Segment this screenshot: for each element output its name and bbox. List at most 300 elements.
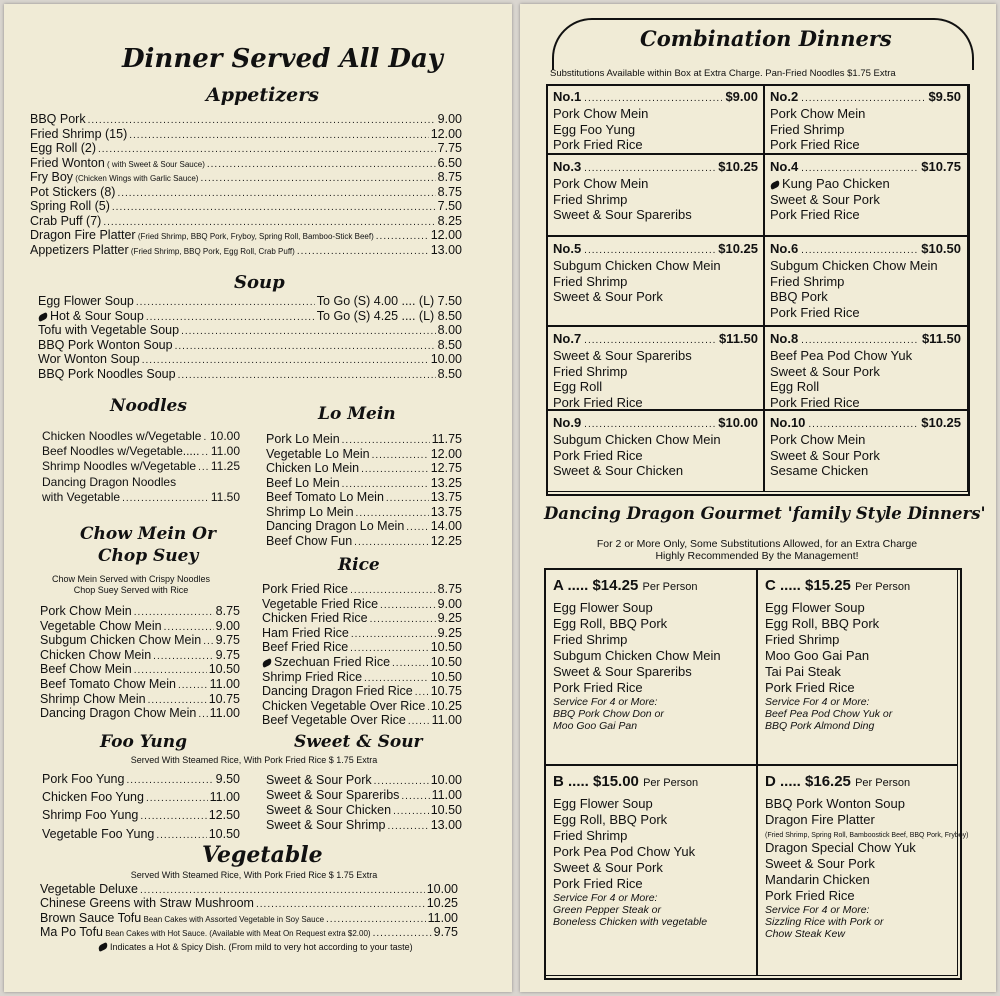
family-item: Fried Shrimp bbox=[553, 828, 628, 843]
menu-item bbox=[40, 692, 240, 708]
leader-dots bbox=[584, 91, 722, 106]
family-item: Pork Fried Rice bbox=[765, 888, 855, 903]
item-price: 8.75 bbox=[437, 170, 462, 184]
family-item: Sweet & Sour Pork bbox=[553, 860, 663, 875]
combo-item: Pork Fried Rice bbox=[553, 394, 643, 410]
family-per-person: Per Person bbox=[855, 777, 911, 789]
combo-header bbox=[553, 331, 758, 348]
family-header: A ..... $14.25 Per Person bbox=[553, 577, 698, 594]
hot-legend-text: Indicates a Hot & Spicy Dish. (From mild to very hot according to your taste) bbox=[110, 942, 413, 952]
menu-item bbox=[266, 788, 462, 804]
combo-item: Sesame Chicken bbox=[770, 463, 869, 478]
leader-dots bbox=[801, 243, 918, 258]
family-item-detail bbox=[765, 828, 969, 840]
combo-item: Sweet & Sour Spareribs bbox=[553, 348, 692, 363]
item-price: 9.00 bbox=[215, 618, 240, 633]
menu-item bbox=[42, 490, 240, 506]
family-service-note: Beef Pea Pod Chow Yuk or bbox=[765, 708, 893, 720]
item-price: 10.50 bbox=[430, 669, 462, 684]
item-name: Dancing Dragon Lo Mein bbox=[266, 519, 405, 533]
item-price: 10.50 bbox=[208, 662, 240, 677]
menu-item bbox=[30, 243, 462, 259]
combo-item: Pork Fried Rice bbox=[553, 137, 643, 152]
item-price: 8.25 bbox=[437, 213, 462, 228]
item-price: 12.50 bbox=[208, 808, 240, 823]
item-price: 9.00 bbox=[437, 596, 462, 611]
item-name: Sweet & Sour Chicken bbox=[266, 803, 392, 817]
family-per-person: Per Person bbox=[642, 581, 698, 593]
family-service-note: Sizzling Rice with Pork or bbox=[765, 916, 884, 928]
rice-heading: Rice bbox=[338, 555, 380, 575]
menu-item bbox=[42, 429, 240, 445]
item-price: 10.00 bbox=[430, 352, 462, 367]
menu-item bbox=[40, 604, 240, 620]
item-name: Subgum Chicken Chow Mein bbox=[40, 633, 202, 648]
item-price: 11.00 bbox=[209, 790, 240, 805]
family-dinner-cell bbox=[544, 568, 758, 766]
combo-item: Sweet & Sour Pork bbox=[770, 191, 880, 207]
leader-dots bbox=[373, 927, 432, 941]
item-name: Fried Wonton ( with Sweet & Sour Sauce) bbox=[30, 155, 205, 170]
item-name: Chicken Lo Mein bbox=[266, 461, 360, 475]
item-price: 12.75 bbox=[430, 461, 462, 475]
item-name: Crab Puff (7) bbox=[30, 213, 102, 228]
family-service-note: Green Pepper Steak or bbox=[553, 904, 661, 916]
menu-item bbox=[42, 808, 240, 824]
leader-dots bbox=[801, 91, 925, 106]
item-name: Pot Stickers (8) bbox=[30, 184, 116, 199]
combo-header bbox=[770, 331, 961, 348]
family-service-note: Chow Steak Kew bbox=[765, 928, 845, 940]
family-item: Egg Flower Soup bbox=[553, 600, 653, 615]
family-item: Egg Flower Soup bbox=[765, 600, 865, 615]
sweet-sour-heading: Sweet & Sour bbox=[294, 732, 423, 752]
menu-item bbox=[40, 662, 240, 678]
menu-item bbox=[266, 818, 462, 834]
menu-item bbox=[262, 582, 462, 598]
family-service-note: Service For 4 or More: bbox=[553, 892, 658, 904]
combo-price: $10.25 bbox=[718, 241, 758, 256]
combo-item: Pork Fried Rice bbox=[553, 447, 643, 463]
combo-price: $9.00 bbox=[725, 89, 758, 104]
item-price: 12.25 bbox=[430, 533, 462, 548]
item-name: Chicken Chow Mein bbox=[40, 647, 152, 662]
item-price: 10.75 bbox=[208, 691, 240, 706]
family-service-note: Moo Goo Gai Pan bbox=[553, 720, 638, 732]
item-note: (Fried Shrimp, BBQ Pork, Fryboy, Spring Roll, Bamboo-Stick Beef) bbox=[135, 232, 374, 241]
combo-item: Fried Shrimp bbox=[553, 363, 628, 379]
combo-price: $10.50 bbox=[921, 241, 961, 256]
family-note-1: For 2 or More Only, Some Substitutions Allowed, for an Extra Charge bbox=[596, 538, 918, 550]
combo-item: Sweet & Sour Spareribs bbox=[553, 207, 692, 222]
family-header: C ..... $15.25 Per Person bbox=[765, 577, 911, 594]
item-price: 12.00 bbox=[430, 228, 462, 242]
item-price: 9.75 bbox=[215, 633, 240, 648]
item-name: Vegetable Chow Mein bbox=[40, 618, 162, 633]
family-item: Sweet & Sour Pork bbox=[765, 856, 875, 871]
foo-sweet-note: Served With Steamed Rice, With Pork Fried Rice $ 1.75 Extra bbox=[130, 755, 378, 765]
combo-number: No.9 bbox=[553, 415, 582, 430]
combo-price: $11.50 bbox=[718, 331, 758, 346]
menu-item bbox=[38, 323, 462, 339]
item-price: 10.50 bbox=[208, 826, 240, 841]
item-price: 8.75 bbox=[215, 604, 240, 618]
combo-item: Fried Shrimp bbox=[553, 273, 628, 289]
chow-mein-heading-line2: Chop Suey bbox=[98, 546, 199, 566]
item-note: ( with Sweet & Sour Sauce) bbox=[104, 159, 205, 169]
combo-item: Pork Fried Rice bbox=[770, 207, 860, 222]
family-item: Subgum Chicken Chow Mein bbox=[553, 648, 721, 663]
soup-heading: Soup bbox=[234, 272, 285, 293]
combo-header bbox=[553, 159, 758, 176]
item-name: Pork Chow Mein bbox=[40, 604, 132, 618]
leader-dots bbox=[584, 333, 716, 348]
item-name: Dancing Dragon Fried Rice bbox=[262, 684, 413, 699]
leader-dots bbox=[201, 446, 208, 460]
menu-item bbox=[266, 803, 462, 819]
item-name: Beef Chow Fun bbox=[266, 533, 353, 548]
leader-dots bbox=[146, 792, 208, 806]
menu-item bbox=[42, 444, 240, 460]
combo-header bbox=[553, 89, 758, 106]
leader-dots bbox=[126, 774, 213, 788]
combo-item: Sweet & Sour Pork bbox=[770, 363, 880, 379]
combo-header bbox=[770, 241, 961, 258]
item-price: 9.75 bbox=[215, 647, 240, 662]
item-name: Shrimp Fried Rice bbox=[262, 669, 363, 684]
item-name: BBQ Pork Wonton Soup bbox=[38, 337, 173, 352]
item-name: Beef Tomato Chow Mein bbox=[40, 677, 176, 691]
item-name: Chicken Noodles w/Vegetable bbox=[42, 429, 202, 443]
family-item: BBQ Pork Wonton Soup bbox=[765, 796, 905, 811]
combo-item: Fried Shrimp bbox=[770, 121, 845, 137]
combo-number: No.8 bbox=[770, 331, 799, 346]
combo-price: $10.75 bbox=[921, 159, 961, 174]
combo-item: Fried Shrimp bbox=[770, 273, 845, 289]
item-name: Vegetable Foo Yung bbox=[42, 826, 155, 841]
vegetable-heading: Vegetable bbox=[202, 842, 323, 868]
menu-item bbox=[266, 773, 462, 789]
chili-pepper-icon bbox=[769, 180, 781, 190]
item-price: 11.25 bbox=[210, 459, 240, 474]
leader-dots bbox=[297, 245, 429, 259]
menu-item bbox=[42, 475, 240, 489]
menu-item bbox=[262, 597, 462, 613]
combo-item: Pork Chow Mein bbox=[770, 432, 866, 447]
item-name: Chicken Fried Rice bbox=[262, 611, 368, 626]
family-per-person: Per Person bbox=[855, 581, 911, 593]
item-price: 9.25 bbox=[437, 625, 462, 640]
chili-pepper-icon bbox=[97, 942, 109, 952]
menu-item bbox=[42, 459, 240, 475]
leader-dots bbox=[584, 417, 715, 432]
family-item: Fried Shrimp bbox=[765, 632, 840, 647]
combo-price: $10.25 bbox=[921, 415, 961, 430]
family-service-note: Service For 4 or More: bbox=[765, 696, 870, 708]
item-price: 10.00 bbox=[426, 882, 458, 896]
menu-item bbox=[262, 626, 462, 642]
family-item: Pork Pea Pod Chow Yuk bbox=[553, 844, 696, 859]
combo-item: Sweet & Sour Pork bbox=[553, 289, 663, 304]
item-price: 10.50 bbox=[430, 655, 462, 669]
item-name: with Vegetable bbox=[42, 489, 121, 504]
combo-price: $10.25 bbox=[718, 159, 758, 174]
item-price: 12.00 bbox=[430, 446, 462, 461]
menu-item bbox=[40, 619, 240, 635]
combo-item: Pork Fried Rice bbox=[770, 304, 860, 320]
menu-item bbox=[38, 309, 462, 325]
family-item: Egg Roll, BBQ Pork bbox=[765, 616, 880, 631]
leader-dots bbox=[198, 708, 207, 722]
item-price: 12.00 bbox=[430, 126, 462, 141]
combo-number: No.3 bbox=[553, 159, 582, 174]
item-price: 11.50 bbox=[210, 489, 240, 504]
family-service-note: Service For 4 or More: bbox=[553, 696, 658, 708]
combo-cell bbox=[763, 236, 968, 326]
chow-mein-note-1: Chow Mein Served with Crispy Noodles bbox=[51, 574, 211, 584]
menu-item bbox=[38, 338, 462, 354]
item-price: 10.50 bbox=[430, 803, 462, 817]
family-header: D ..... $16.25 Per Person bbox=[765, 773, 911, 790]
item-price: 11.00 bbox=[427, 910, 458, 925]
vegetable-note: Served With Steamed Rice, With Pork Fried Rice $ 1.75 Extra bbox=[130, 870, 378, 880]
combo-header bbox=[553, 241, 758, 258]
item-name: Brown Sauce Tofu Bean Cakes with Assorted Vegetable in Soy Sauce bbox=[40, 910, 325, 925]
item-price: 10.00 bbox=[209, 429, 240, 443]
menu-page-left bbox=[4, 4, 512, 992]
item-name: BBQ Pork bbox=[30, 112, 86, 126]
item-price: 9.00 bbox=[437, 112, 462, 126]
item-price: 6.50 bbox=[437, 155, 462, 170]
item-name: Beef Lo Mein bbox=[266, 475, 340, 490]
item-price: 11.00 bbox=[209, 706, 240, 721]
item-price: To Go (S) 4.00 .... (L) 7.50 bbox=[316, 294, 462, 308]
item-name: Chicken Foo Yung bbox=[42, 790, 144, 805]
item-name: Beef Fried Rice bbox=[262, 640, 349, 655]
item-price: 14.00 bbox=[430, 519, 462, 533]
item-name: Pork Fried Rice bbox=[262, 582, 349, 596]
combo-price: $10.00 bbox=[718, 415, 758, 430]
family-item: Egg Roll, BBQ Pork bbox=[553, 812, 668, 827]
combo-item: Subgum Chicken Chow Mein bbox=[770, 258, 938, 273]
leader-dots bbox=[388, 820, 429, 834]
item-name: Dancing Dragon Chow Mein bbox=[40, 706, 197, 721]
menu-item bbox=[38, 352, 462, 368]
combo-number: No.5 bbox=[553, 241, 582, 256]
chili-pepper-icon bbox=[261, 658, 273, 668]
item-price: To Go (S) 4.25 .... (L) 8.50 bbox=[316, 308, 462, 323]
family-item: Pork Fried Rice bbox=[765, 680, 855, 695]
item-name: Shrimp Lo Mein bbox=[266, 504, 354, 519]
combo-title: Combination Dinners bbox=[640, 26, 892, 51]
combo-number: No.1 bbox=[553, 89, 582, 104]
item-price: 10.25 bbox=[430, 698, 462, 713]
menu-item bbox=[38, 367, 462, 383]
leader-dots bbox=[801, 333, 919, 348]
item-name: Vegetable Fried Rice bbox=[262, 596, 379, 611]
item-price: 8.75 bbox=[437, 582, 462, 596]
combo-cell bbox=[763, 154, 968, 236]
combo-item: BBQ Pork bbox=[770, 289, 828, 304]
family-item: Moo Goo Gai Pan bbox=[765, 648, 870, 663]
chow-mein-note-2: Chop Suey Served with Rice bbox=[73, 585, 189, 595]
combo-item: Pork Fried Rice bbox=[770, 394, 860, 410]
item-price: 9.25 bbox=[437, 611, 462, 626]
combo-price: $9.50 bbox=[928, 89, 961, 104]
family-item: Tai Pai Steak bbox=[765, 664, 841, 679]
leader-dots bbox=[203, 431, 208, 445]
item-name: Ma Po Tofu Bean Cakes with Hot Sauce. (Available with Meat On Request extra $2.00) bbox=[40, 925, 371, 940]
combo-number: No.4 bbox=[770, 159, 799, 174]
menu-item bbox=[38, 294, 462, 310]
item-name: Sweet & Sour Shrimp bbox=[266, 818, 386, 832]
item-name: Beef Tomato Lo Mein bbox=[266, 490, 384, 504]
item-price: 11.00 bbox=[431, 788, 462, 802]
menu-item bbox=[262, 640, 462, 656]
item-price: 7.50 bbox=[437, 199, 462, 213]
item-name: Wor Wonton Soup bbox=[38, 352, 140, 367]
chow-mein-heading-line1: Chow Mein Or bbox=[80, 524, 216, 544]
combo-number: No.6 bbox=[770, 241, 799, 256]
family-item: Pork Fried Rice bbox=[553, 876, 643, 891]
item-note: (Fried Shrimp, BBQ Pork, Egg Roll, Crab Puff) bbox=[128, 246, 295, 256]
item-price: 11.00 bbox=[210, 444, 240, 459]
combo-cell bbox=[546, 326, 765, 410]
family-title: Dancing Dragon Gourmet 'family Style Dinners' bbox=[544, 504, 986, 523]
item-name: Beef Noodles w/Vegetable..... bbox=[42, 444, 200, 459]
item-price: 10.00 bbox=[430, 773, 462, 787]
combo-header bbox=[770, 89, 961, 106]
appetizers-heading: Appetizers bbox=[206, 84, 319, 106]
leader-dots bbox=[122, 492, 209, 506]
leader-dots bbox=[374, 775, 429, 789]
leader-dots bbox=[801, 161, 918, 176]
combo-item: Pork Chow Mein bbox=[553, 106, 649, 121]
family-item: Dragon Fire Platter bbox=[765, 812, 875, 827]
menu-item bbox=[262, 670, 462, 686]
combo-item: Pork Chow Mein bbox=[770, 106, 866, 121]
combo-item: Sweet & Sour Chicken bbox=[553, 463, 684, 478]
item-name: Ham Fried Rice bbox=[262, 625, 349, 640]
menu-item bbox=[42, 790, 240, 806]
leader-dots bbox=[156, 829, 206, 843]
item-price: 7.75 bbox=[437, 141, 462, 155]
item-name: Egg Roll (2) bbox=[30, 141, 96, 155]
menu-item bbox=[40, 648, 240, 664]
family-item: Egg Flower Soup bbox=[553, 796, 653, 811]
family-dinner-cell bbox=[544, 764, 758, 976]
item-name: Szechuan Fried Rice bbox=[274, 655, 391, 669]
menu-item bbox=[262, 713, 462, 729]
family-item: Sweet & Sour Spareribs bbox=[553, 664, 692, 679]
combo-cell bbox=[763, 84, 968, 154]
item-name: Vegetable Deluxe bbox=[40, 882, 138, 896]
menu-item bbox=[40, 633, 240, 649]
family-header: B ..... $15.00 Per Person bbox=[553, 773, 699, 790]
page-title: Dinner Served All Day bbox=[122, 44, 443, 74]
item-name: Shrimp Chow Mein bbox=[40, 691, 146, 706]
menu-item bbox=[262, 655, 462, 671]
item-name: BBQ Pork Noodles Soup bbox=[38, 367, 176, 381]
combo-item: Subgum Chicken Chow Mein bbox=[553, 432, 721, 447]
family-per-person: Per Person bbox=[643, 777, 699, 789]
combo-cell bbox=[546, 410, 765, 492]
item-name: Shrimp Foo Yung bbox=[42, 808, 139, 823]
item-price: 13.00 bbox=[430, 818, 462, 832]
item-price: 10.50 bbox=[430, 640, 462, 655]
combo-cell bbox=[546, 154, 765, 236]
combo-header bbox=[770, 415, 961, 432]
menu-item bbox=[266, 534, 462, 550]
item-price: 10.25 bbox=[426, 896, 458, 911]
leader-dots bbox=[408, 715, 430, 729]
item-price: 8.50 bbox=[437, 337, 462, 352]
item-name: Pork Foo Yung bbox=[42, 772, 125, 786]
leader-dots bbox=[140, 810, 206, 824]
item-price: 9.50 bbox=[215, 772, 240, 786]
leader-dots bbox=[354, 536, 429, 550]
item-name: Chicken Vegetable Over Rice bbox=[262, 698, 426, 713]
family-item: Fried Shrimp bbox=[553, 632, 628, 647]
item-name: Tofu with Vegetable Soup bbox=[38, 323, 180, 338]
menu-item bbox=[40, 925, 458, 941]
menu-item bbox=[42, 772, 240, 788]
menu-item bbox=[40, 706, 240, 722]
combo-item: Beef Pea Pod Chow Yuk bbox=[770, 348, 913, 363]
noodles-heading: Noodles bbox=[110, 396, 187, 416]
combo-item: Sweet & Sour Pork bbox=[770, 447, 880, 463]
menu-item bbox=[40, 677, 240, 693]
combo-cell bbox=[763, 326, 968, 410]
item-name: Hot & Sour Soup bbox=[50, 308, 144, 323]
item-name: Beef Chow Mein bbox=[40, 662, 132, 677]
family-service-note: BBQ Pork Almond Ding bbox=[765, 720, 875, 732]
menu-page-right bbox=[520, 4, 996, 992]
item-name: Fried Shrimp (15) bbox=[30, 126, 128, 141]
item-name: Egg Flower Soup bbox=[38, 294, 134, 308]
family-dinner-cell bbox=[756, 568, 958, 766]
combo-item: Egg Foo Yung bbox=[553, 121, 636, 137]
item-note: Bean Cakes with Hot Sauce. (Available with Meat On Request extra $2.00) bbox=[103, 929, 371, 939]
item-name: Pork Lo Mein bbox=[266, 432, 340, 446]
leader-dots bbox=[393, 805, 429, 819]
item-price: 13.75 bbox=[430, 504, 462, 519]
family-item: Dragon Special Chow Yuk bbox=[765, 840, 916, 855]
combo-cell bbox=[546, 84, 765, 154]
item-name: Shrimp Noodles w/Vegetable bbox=[42, 459, 197, 474]
family-dinner-cell bbox=[756, 764, 969, 976]
item-name: Fry Boy (Chicken Wings with Garlic Sauce) bbox=[30, 170, 199, 184]
family-item: Mandarin Chicken bbox=[765, 872, 870, 887]
item-price: 11.75 bbox=[431, 432, 462, 446]
hot-legend bbox=[98, 942, 413, 952]
combo-number: No.7 bbox=[553, 331, 582, 346]
family-service-note: BBQ Pork Chow Don or bbox=[553, 708, 664, 720]
leader-dots bbox=[178, 369, 436, 383]
item-name: Dragon Fire Platter (Fried Shrimp, BBQ Pork, Fryboy, Spring Roll, Bamboo-Stick Beef) bbox=[30, 228, 374, 242]
leader-dots bbox=[584, 243, 715, 258]
item-price: 8.00 bbox=[437, 323, 462, 338]
item-price: 9.75 bbox=[433, 925, 458, 940]
item-price: 13.00 bbox=[430, 242, 462, 257]
combo-price: $11.50 bbox=[921, 331, 961, 346]
combo-cell bbox=[763, 410, 968, 492]
menu-item bbox=[42, 827, 240, 843]
item-name: Sweet & Sour Pork bbox=[266, 773, 372, 787]
combo-item: Egg Roll bbox=[553, 379, 603, 394]
menu-item bbox=[262, 611, 462, 627]
item-name: Spring Roll (5) bbox=[30, 199, 110, 213]
